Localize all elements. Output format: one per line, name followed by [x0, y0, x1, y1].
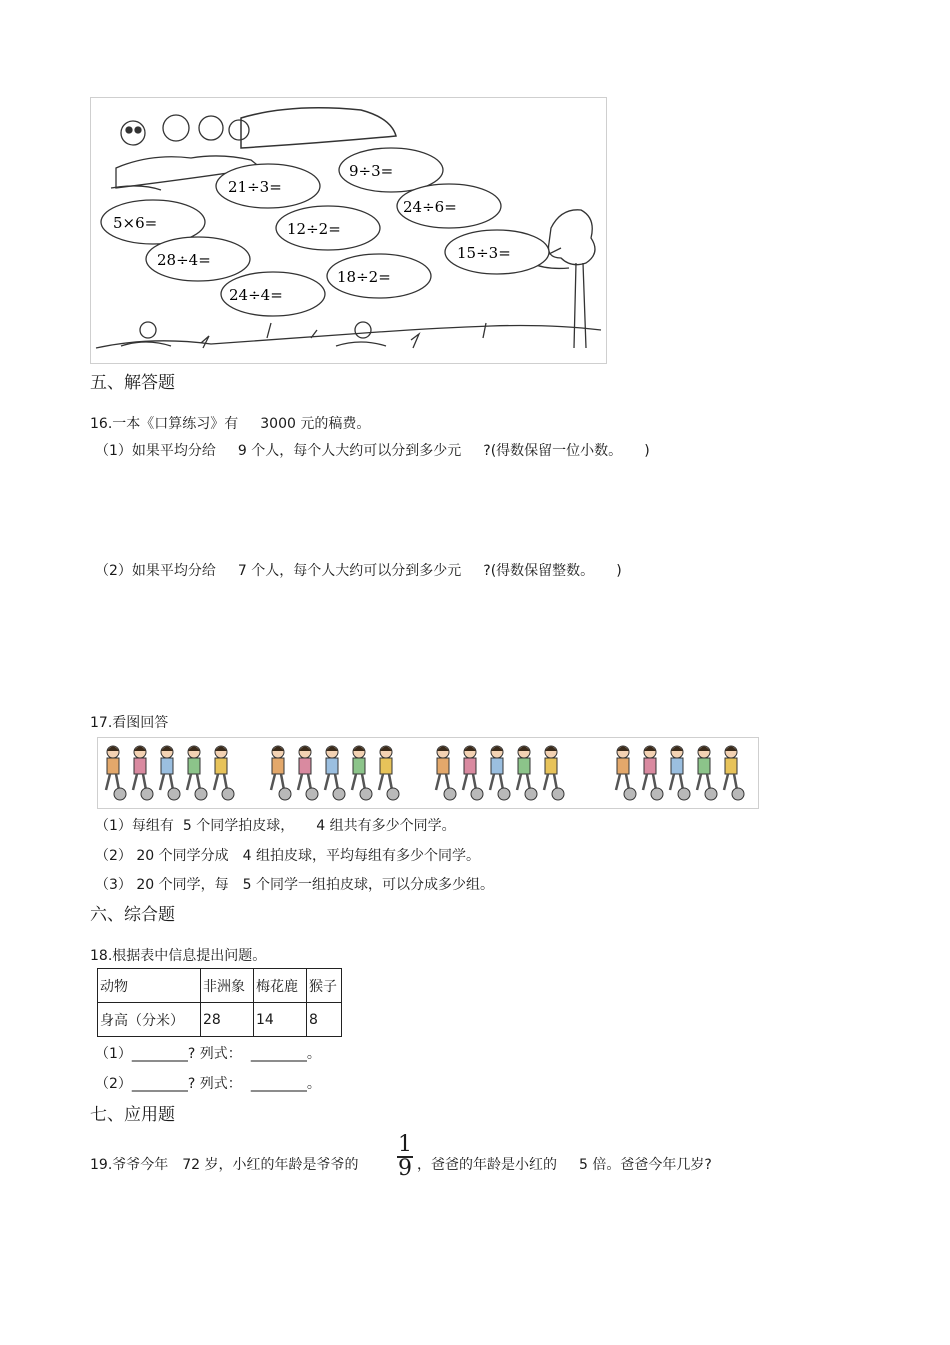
child-figure — [271, 746, 291, 800]
answer-blank[interactable]: ________ — [131, 1076, 188, 1092]
table-row — [98, 969, 342, 1003]
question-17-part-1: （1）每组有 5 个同学拍皮球， 4 组共有多少个同学。 — [95, 818, 456, 834]
child-figure — [490, 746, 510, 800]
question-19-text-start: 19.爷爷今年 72 岁，小红的年龄是爷爷的 — [90, 1157, 359, 1173]
answer-blank[interactable]: ________ — [250, 1076, 307, 1092]
equation-bubble-8 — [327, 254, 431, 298]
question-18-part-1: （1）________? 列式： ________。 — [95, 1046, 321, 1062]
child-figure — [325, 746, 345, 800]
question-17-stem: 17.看图回答 — [90, 715, 169, 731]
arithmetic-picture — [90, 97, 607, 364]
table-cell: 猴子 — [307, 969, 342, 1003]
table-cell: 非洲象 — [201, 969, 254, 1003]
cloud-shape — [241, 108, 396, 148]
equation-text: 21÷3= — [228, 178, 282, 196]
equation-text: 18÷2= — [337, 268, 391, 286]
child-figure — [517, 746, 537, 800]
arithmetic-illustration — [91, 98, 606, 363]
answer-blank[interactable]: ________ — [250, 1046, 307, 1062]
child-figure — [160, 746, 180, 800]
child-figure — [379, 746, 399, 800]
child-figure — [670, 746, 690, 800]
question-17-part-3: （3） 20 个同学，每 5 个同学一组拍皮球，可以分成多少组。 — [95, 877, 494, 893]
child-figure — [298, 746, 318, 800]
equation-text: 24÷4= — [229, 286, 283, 304]
child-figure — [187, 746, 207, 800]
child-figure — [643, 746, 663, 800]
question-16-part-1: （1）如果平均分给 9 个人，每个人大约可以分到多少元 ?(得数保留一位小数。 ) — [95, 443, 650, 459]
child-figure — [352, 746, 372, 800]
equation-text: 24÷6= — [403, 198, 457, 216]
question-16-stem: 16.一本《口算练习》有 3000 元的稿费。 — [90, 416, 371, 432]
child-figure — [214, 746, 234, 800]
equation-bubble-7 — [146, 237, 250, 281]
question-18-part-2: （2）________? 列式： ________。 — [95, 1076, 321, 1092]
table-cell: 梅花鹿 — [254, 969, 307, 1003]
equation-bubble-6 — [445, 230, 549, 274]
equation-text: 5×6= — [113, 214, 158, 232]
child-figure — [616, 746, 636, 800]
section-heading: 六、综合题 — [90, 905, 175, 925]
table-cell: 动物 — [98, 969, 201, 1003]
children-picture — [97, 737, 759, 809]
equation-bubble-3 — [397, 184, 501, 228]
answer-blank[interactable]: ________ — [131, 1046, 188, 1062]
equation-bubble-5 — [276, 206, 380, 250]
ground-line — [96, 326, 601, 349]
fraction-one-ninth: 1 9 — [398, 1132, 412, 1181]
children-sketch — [121, 322, 486, 348]
equation-bubble-9 — [221, 272, 325, 316]
section-heading: 五、解答题 — [90, 373, 175, 393]
table-cell: 身高（分米） — [98, 1003, 201, 1037]
table-cell: 28 — [201, 1003, 254, 1037]
children-illustration — [98, 738, 758, 808]
equation-text: 28÷4= — [157, 251, 211, 269]
child-figure — [133, 746, 153, 800]
question-17-part-2: （2） 20 个同学分成 4 组拍皮球，平均每组有多少个同学。 — [95, 848, 480, 864]
section-heading: 七、应用题 — [90, 1105, 175, 1125]
equation-text: 9÷3= — [349, 162, 394, 180]
children-groups — [106, 746, 744, 800]
child-figure — [436, 746, 456, 800]
equation-text: 12÷2= — [287, 220, 341, 238]
child-figure — [697, 746, 717, 800]
table-row — [98, 1003, 342, 1037]
table-cell: 8 — [307, 1003, 342, 1037]
child-figure — [106, 746, 126, 800]
table-cell: 14 — [254, 1003, 307, 1037]
child-figure — [463, 746, 483, 800]
question-18-stem: 18.根据表中信息提出问题。 — [90, 948, 267, 964]
question-19-text-end: ，爸爸的年龄是小红的 5 倍。爸爸今年几岁? — [417, 1157, 712, 1173]
equation-text: 15÷3= — [457, 244, 511, 262]
question-16-part-2: （2）如果平均分给 7 个人，每个人大约可以分到多少元 ?(得数保留整数。 ) — [95, 563, 622, 579]
equation-bubble-2 — [216, 164, 320, 208]
child-figure — [724, 746, 744, 800]
child-figure — [544, 746, 564, 800]
animal-height-table — [97, 968, 342, 1037]
